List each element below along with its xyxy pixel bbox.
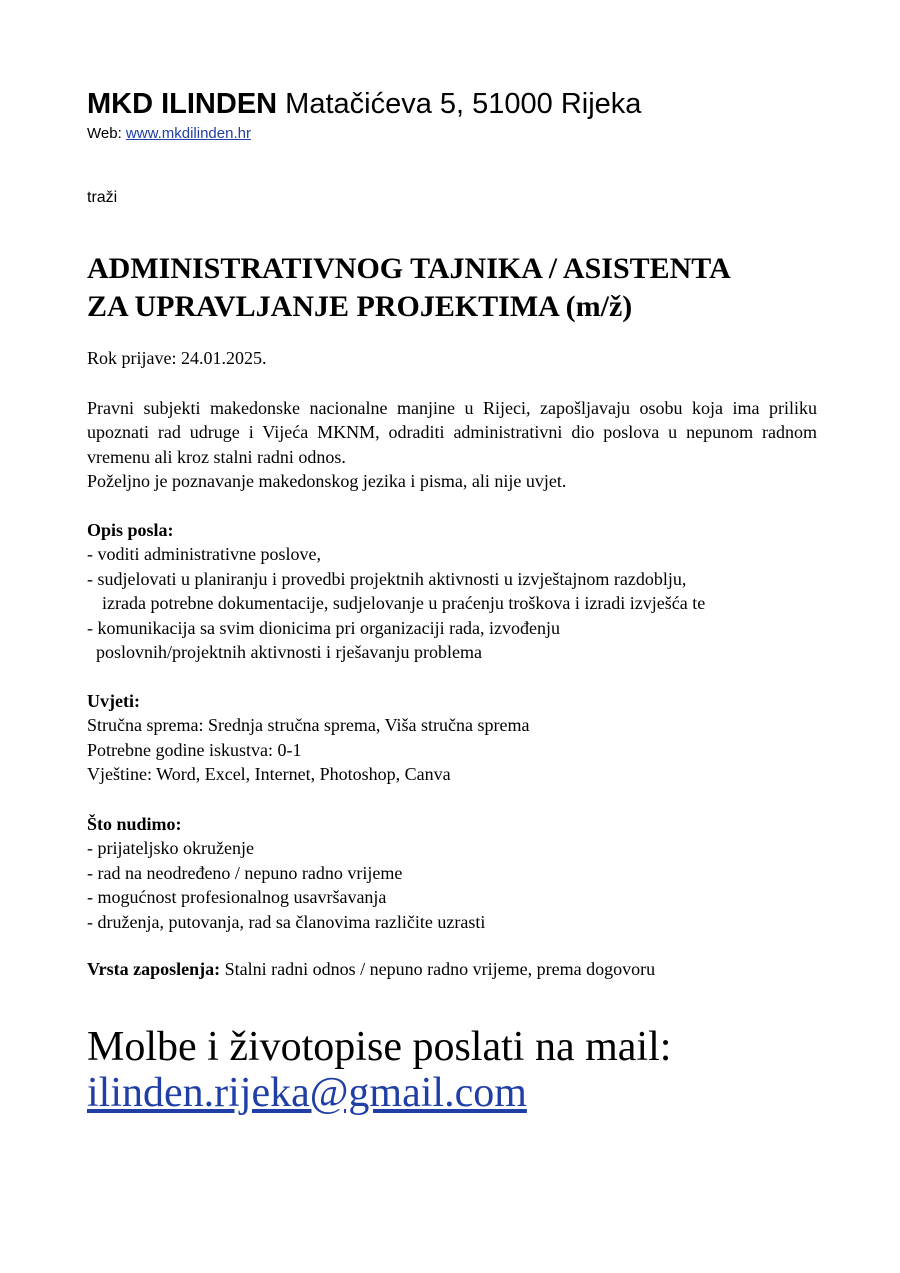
requirement-item: Vještine: Word, Excel, Internet, Photoshop, Canva xyxy=(87,764,451,785)
email-link[interactable]: ilinden.rijeka@gmail.com xyxy=(87,1070,527,1116)
requirements-section xyxy=(87,689,817,787)
application-call-text: Molbe i životopise poslati na mail: xyxy=(87,1024,672,1070)
employment-type xyxy=(87,957,817,981)
intro-section xyxy=(87,396,817,494)
list-item-continuation: poslovnih/projektnih aktivnosti i rješavanju problema xyxy=(96,642,482,663)
offer-title: Što nudimo: xyxy=(87,814,182,834)
offer-item: - prijateljsko okruženje xyxy=(87,838,254,859)
job-title-line-2: ZA UPRAVLJANJE PROJEKTIMA (m/ž) xyxy=(87,290,633,323)
list-item: - sudjelovati u planiranju i provedbi projektnih aktivnosti u izvještajnom razdoblju, xyxy=(87,568,687,589)
web-label: Web: xyxy=(87,125,122,142)
requirements-title: Uvjeti: xyxy=(87,691,140,711)
org-header xyxy=(87,84,641,124)
website-link[interactable]: www.mkdilinden.hr xyxy=(125,125,251,142)
intro-note: Poželjno je poznavanje makedonskog jezika i pisma, ali nije uvjet. xyxy=(87,471,567,492)
job-title-line-1: ADMINISTRATIVNOG TAJNIKA / ASISTENTA xyxy=(87,252,731,285)
web-line xyxy=(87,124,251,144)
job-title xyxy=(87,250,827,326)
offer-item: - druženja, putovanja, rad sa članovima različite uzrasti xyxy=(87,911,486,932)
employment-type-label: Vrsta zaposlenja: xyxy=(87,959,221,979)
list-item-continuation: izrada potrebne dokumentacije, sudjelovanje u praćenju troškova i izradi izvješća te xyxy=(102,593,706,614)
requirement-item: Potrebne godine iskustva: 0-1 xyxy=(87,739,302,760)
employment-type-value: Stalni radni odnos / nepuno radno vrijeme, prema dogovoru xyxy=(220,959,656,979)
offer-section xyxy=(87,812,817,934)
org-name: MKD ILINDEN xyxy=(87,88,278,120)
intro-word: traži xyxy=(87,189,118,206)
list-item: - voditi administrativne poslove, xyxy=(87,544,321,565)
list-item: - komunikacija sa svim dionicima pri organizaciji rada, izvođenju xyxy=(87,617,561,638)
offer-item: - mogućnost profesionalnog usavršavanja xyxy=(87,887,387,908)
application-deadline: Rok prijave: 24.01.2025. xyxy=(87,348,267,368)
job-description-title: Opis posla: xyxy=(87,520,174,540)
intro-paragraph: Pravni subjekti makedonske nacionalne manjine u Rijeci, zapošljavaju osobu koja ima priliku upoznati rad udruge i Vijeća MKNM, odraditi administrativni dio poslova u nepunom radnom vremenu ali kroz stalni radni odnos. xyxy=(87,398,817,467)
offer-item: - rad na neodređeno / nepuno radno vrijeme xyxy=(87,862,403,883)
org-address: Matačićeva 5, 51000 Rijeka xyxy=(285,88,642,120)
job-description-section xyxy=(87,518,817,664)
application-call xyxy=(87,1024,671,1116)
requirement-item: Stručna sprema: Srednja stručna sprema, Viša stručna sprema xyxy=(87,715,530,736)
